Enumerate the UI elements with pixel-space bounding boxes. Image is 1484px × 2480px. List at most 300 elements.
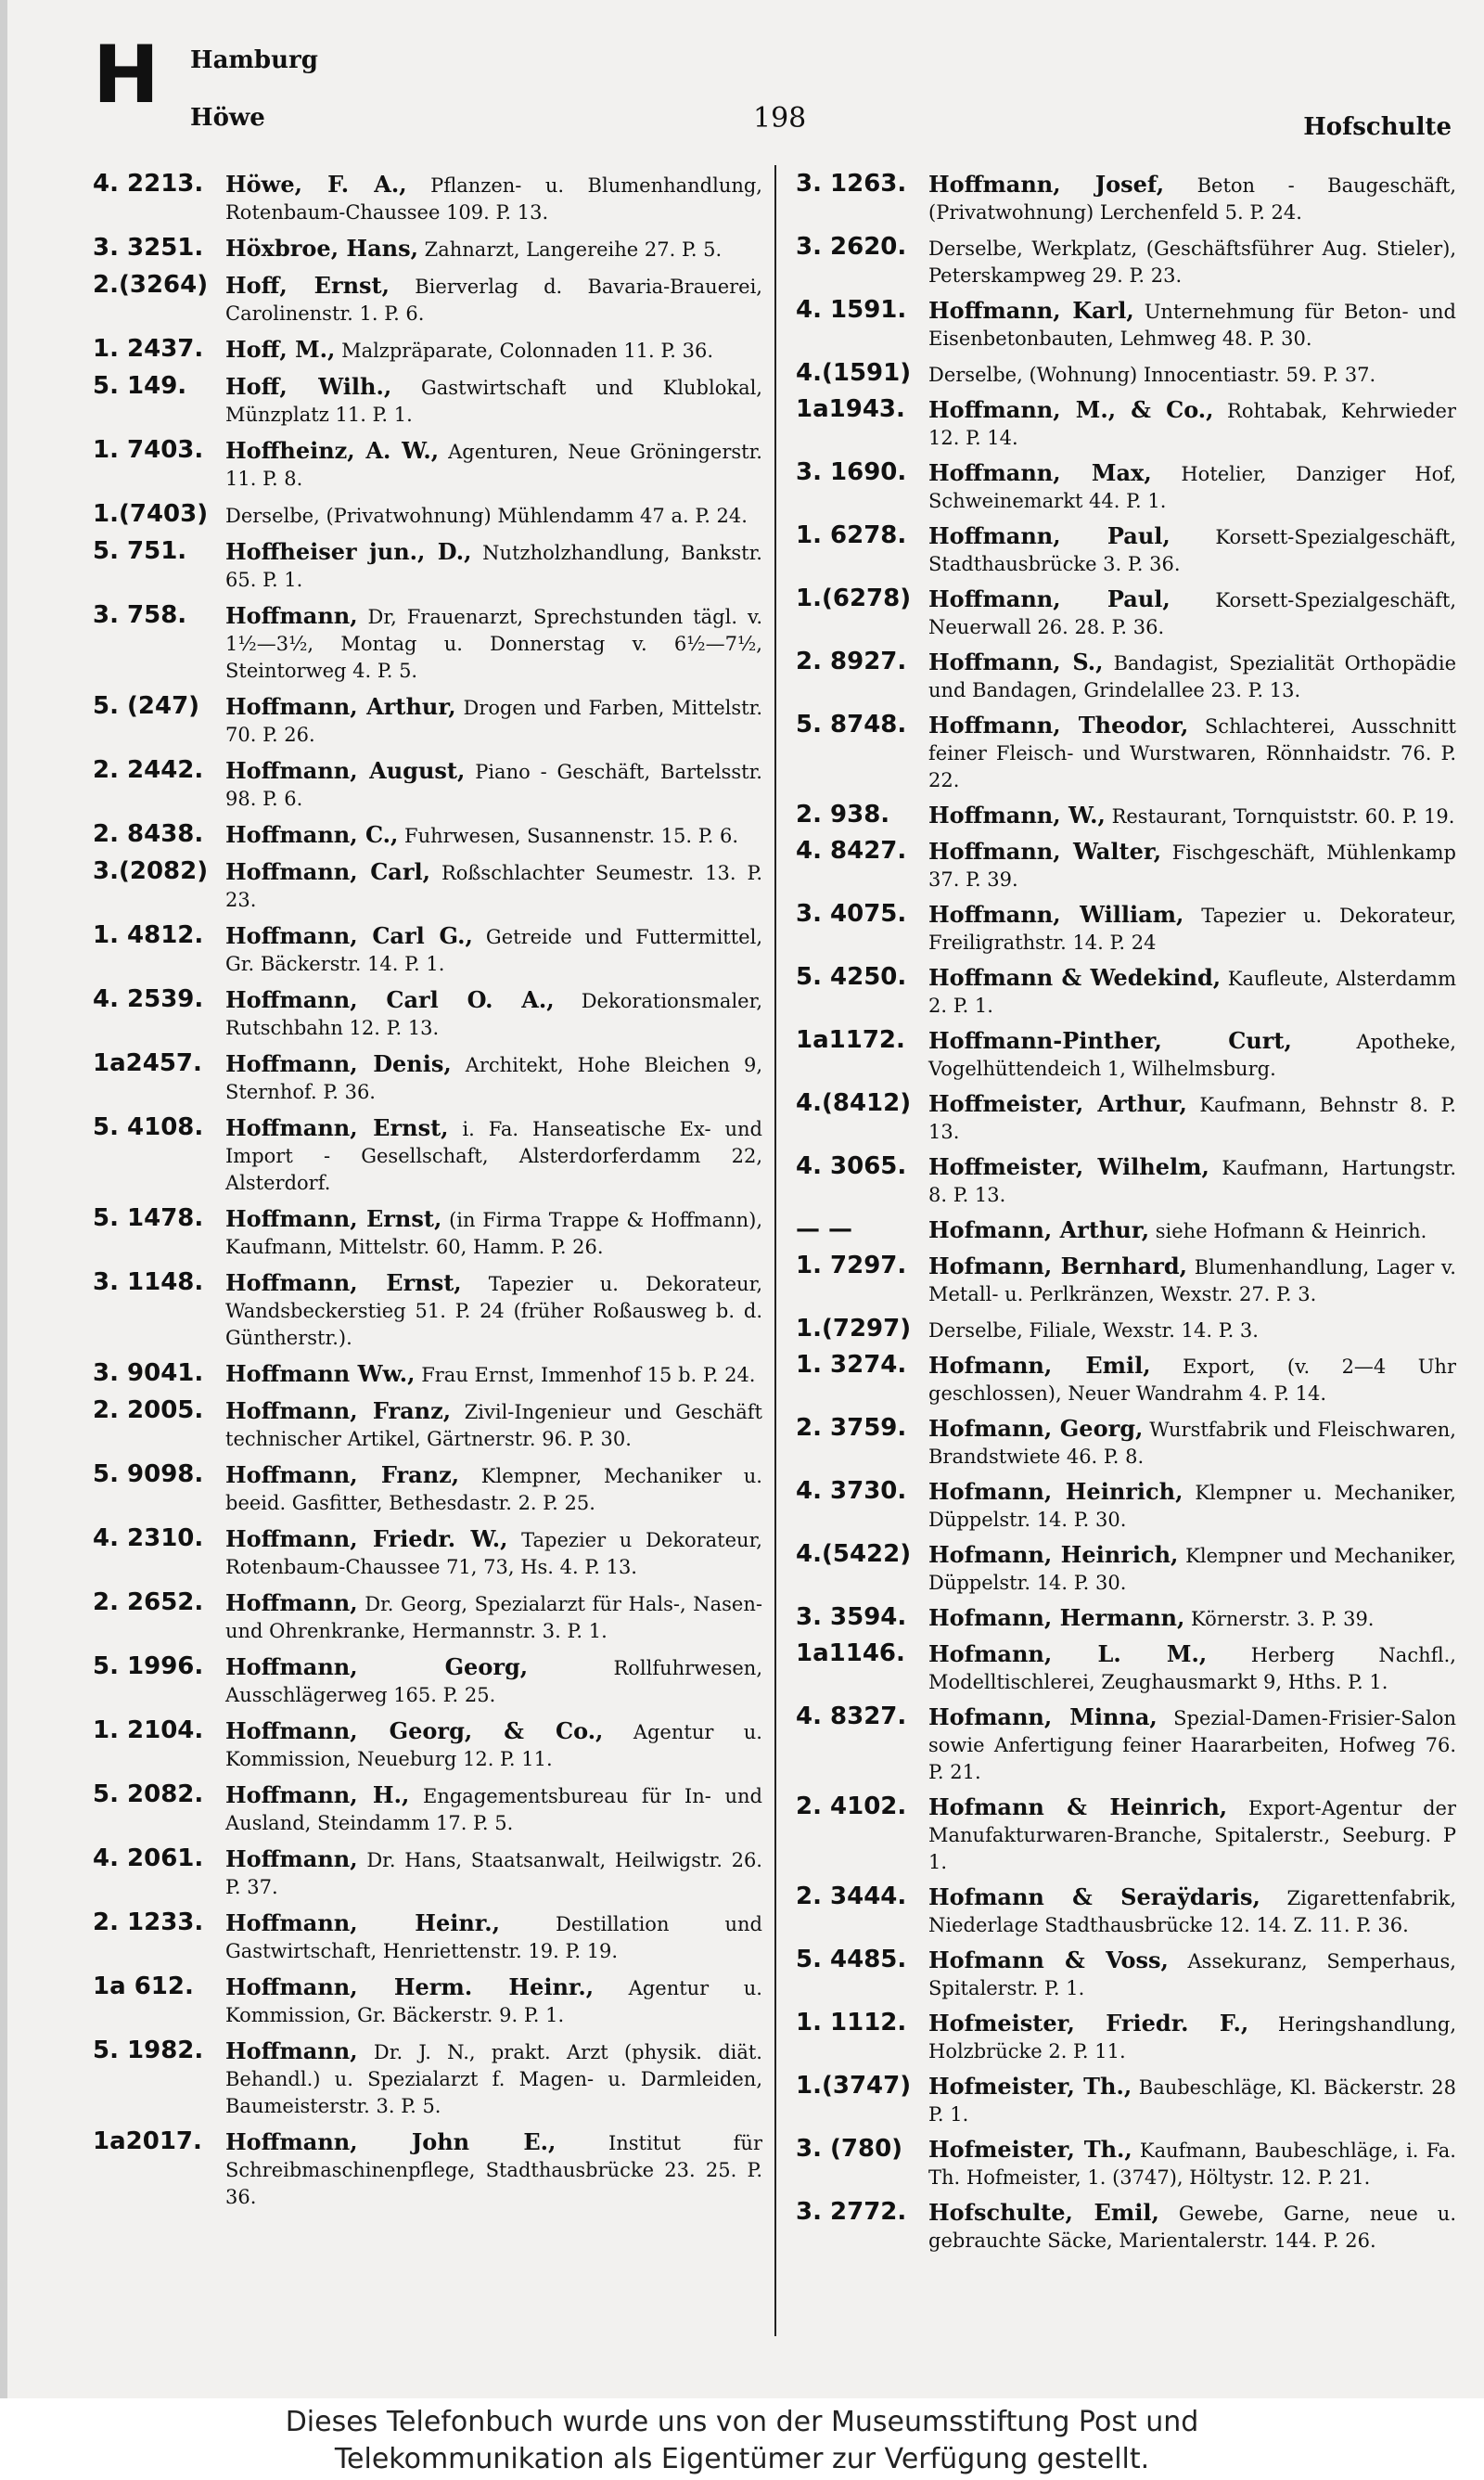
directory-entry bbox=[796, 802, 1456, 830]
subscriber-details: Fuhrwesen, Susannenstr. 15. P. 6. bbox=[404, 825, 738, 847]
subscriber-name: Hoffmann, August, bbox=[225, 757, 466, 784]
directory-entry bbox=[796, 1604, 1456, 1633]
directory-entry bbox=[796, 1541, 1456, 1597]
entry-text bbox=[923, 1604, 1456, 1633]
subscriber-name: Hoffmann, Denis, bbox=[225, 1050, 452, 1077]
entry-text bbox=[923, 802, 1456, 830]
subscriber-name: Hoffmann, H., bbox=[225, 1781, 410, 1808]
phone-number: 2. 8438. bbox=[93, 820, 204, 848]
phone-number: 5. 9098. bbox=[93, 1460, 204, 1488]
directory-entry bbox=[796, 171, 1456, 226]
directory-entry bbox=[796, 1478, 1456, 1534]
entry-text bbox=[220, 171, 762, 226]
phone-number: 2. 2005. bbox=[93, 1396, 204, 1424]
last-entry-keyword: Hofschulte bbox=[1303, 113, 1452, 141]
directory-entry bbox=[796, 2010, 1456, 2065]
phone-number: 3. 2620. bbox=[796, 233, 907, 261]
directory-entry bbox=[93, 1781, 762, 1837]
phone-number: 4. 8427. bbox=[796, 837, 907, 865]
subscriber-details: Getreide und Futtermittel, Gr. Bäckerstr. 14. P. 1. bbox=[225, 926, 762, 975]
phone-number: 1. 2437. bbox=[93, 335, 204, 363]
phone-number: 5. 1982. bbox=[93, 2037, 204, 2064]
subscriber-name: Hoffmann, Friedr. W., bbox=[225, 1525, 508, 1552]
entry-text bbox=[923, 838, 1456, 893]
subscriber-details: Zigarettenfabrik, Niederlage Stadthausbrücke 12. 14. Z. 11. P. 36. bbox=[928, 1887, 1456, 1936]
subscriber-details: Drogen und Farben, Mittelstr. 70. P. 26. bbox=[225, 697, 762, 746]
directory-entry bbox=[93, 757, 762, 813]
entry-text bbox=[923, 712, 1456, 794]
subscriber-details: Frau Ernst, Immenhof 15 b. P. 24. bbox=[421, 1364, 756, 1386]
subscriber-details: Piano - Geschäft, Bartelsstr. 98. P. 6. bbox=[225, 761, 762, 810]
subscriber-name: Hofmann, Hermann, bbox=[928, 1604, 1185, 1631]
subscriber-name: Hofmann, Heinrich, bbox=[928, 1478, 1183, 1505]
subscriber-name: Hoffmann, Carl G., bbox=[225, 922, 473, 949]
subscriber-details: Derselbe, Werkplatz, (Geschäftsführer Aug. Stieler), Peterskampweg 29. P. 23. bbox=[928, 238, 1456, 287]
subscriber-details: Agentur u. Kommission, Neueburg 12. P. 11. bbox=[225, 1721, 762, 1770]
subscriber-name: Hoffmann, Josef, bbox=[928, 171, 1165, 198]
directory-entry bbox=[796, 522, 1456, 578]
entry-text bbox=[220, 1525, 762, 1581]
subscriber-details: Institut für Schreibmaschinenpflege, Stadthausbrücke 23. 25. P. 36. bbox=[225, 2132, 762, 2208]
section-letter: H bbox=[93, 29, 160, 122]
directory-entry bbox=[93, 235, 762, 263]
entry-text bbox=[923, 234, 1456, 289]
subscriber-details: Derselbe, (Wohnung) Innocentiastr. 59. P. 37. bbox=[928, 364, 1376, 386]
entry-text bbox=[923, 1793, 1456, 1876]
subscriber-details: Dekorationsmaler, Rutschbahn 12. P. 13. bbox=[225, 990, 762, 1039]
subscriber-name: Hofmann, L. M., bbox=[928, 1640, 1208, 1667]
phone-number: 2. 8927. bbox=[796, 648, 907, 675]
entry-text bbox=[923, 2136, 1456, 2191]
subscriber-details: Destillation und Gastwirtschaft, Henriettenstr. 19. P. 19. bbox=[225, 1913, 762, 1962]
directory-entry bbox=[796, 1027, 1456, 1083]
subscriber-name: Hoff, M., bbox=[225, 336, 336, 363]
entry-text bbox=[220, 1973, 762, 2029]
phone-number: 5. 149. bbox=[93, 372, 187, 400]
subscriber-details: Klempner, Mechaniker u. beeid. Gasfitter, Bethesdastr. 2. P. 25. bbox=[225, 1465, 762, 1514]
footer-line-2: Telekommunikation als Eigentümer zur Verfügung gestellt. bbox=[334, 2443, 1150, 2475]
directory-entry bbox=[93, 602, 762, 685]
subscriber-name: Hoff, Wilh., bbox=[225, 373, 392, 400]
directory-entry bbox=[796, 2073, 1456, 2128]
subscriber-details: Fischgeschäft, Mühlenkamp 37. P. 39. bbox=[928, 842, 1456, 891]
entry-text bbox=[220, 1360, 762, 1389]
phone-number: 1a1146. bbox=[796, 1639, 905, 1667]
directory-entry bbox=[796, 459, 1456, 515]
subscriber-name: Hoffmann, Heinr., bbox=[225, 1909, 500, 1936]
subscriber-details: Zahnarzt, Langereihe 27. P. 5. bbox=[424, 238, 723, 261]
phone-number: 4.(1591) bbox=[796, 359, 912, 387]
phone-number: 4. 1591. bbox=[796, 296, 907, 324]
subscriber-name: Hoffmann, bbox=[225, 602, 358, 629]
directory-entry bbox=[93, 858, 762, 914]
subscriber-details: Malzpräparate, Colonnaden 11. P. 36. bbox=[341, 340, 714, 362]
entry-text bbox=[923, 1090, 1456, 1146]
directory-entry bbox=[796, 838, 1456, 893]
column-divider bbox=[774, 165, 776, 2336]
entry-text bbox=[923, 2010, 1456, 2065]
phone-number: 3. 4075. bbox=[796, 900, 907, 928]
directory-entry bbox=[93, 922, 762, 978]
phone-number: — — bbox=[796, 1215, 853, 1243]
entry-text bbox=[220, 1909, 762, 1965]
directory-entry bbox=[796, 297, 1456, 353]
phone-number: 3. 1263. bbox=[796, 170, 907, 198]
subscriber-details: Zivil-Ingenieur und Geschäft technischer Artikel, Gärtnerstr. 96. P. 30. bbox=[225, 1401, 762, 1450]
directory-entry bbox=[796, 1703, 1456, 1786]
subscriber-details: Herberg Nachfl., Modelltischlerei, Zeughausmarkt 9, Hths. P. 1. bbox=[928, 1644, 1456, 1693]
entry-text bbox=[220, 922, 762, 978]
subscriber-name: Hoffmann, M., & Co., bbox=[928, 396, 1214, 423]
entry-text bbox=[220, 986, 762, 1042]
subscriber-details: siehe Hofmann & Heinrich. bbox=[1155, 1220, 1427, 1242]
directory-entry bbox=[93, 1589, 762, 1645]
phone-number: 4. 2213. bbox=[93, 170, 204, 198]
subscriber-name: Hoffmann, bbox=[225, 2037, 358, 2064]
directory-entry bbox=[796, 234, 1456, 289]
entry-text bbox=[220, 2037, 762, 2120]
phone-number: 5. 2082. bbox=[93, 1780, 204, 1808]
subscriber-details: Dr. J. N., prakt. Arzt (physik. diät. Behandl.) u. Spezialarzt f. Magen- u. Darmleiden, Baumeisterstr. 3. P. 5. bbox=[225, 2041, 762, 2117]
entry-text bbox=[220, 757, 762, 813]
subscriber-name: Hofmeister, Th., bbox=[928, 2136, 1132, 2163]
directory-entry bbox=[93, 986, 762, 1042]
subscriber-details: Heringshandlung, Holzbrücke 2. P. 11. bbox=[928, 2013, 1456, 2062]
subscriber-name: Hofmann & Heinrich, bbox=[928, 1793, 1228, 1820]
footer-notice bbox=[0, 2398, 1484, 2480]
subscriber-details: Baubeschläge, Kl. Bäckerstr. 28 P. 1. bbox=[928, 2076, 1456, 2126]
subscriber-name: Hoffmeister, Wilhelm, bbox=[928, 1153, 1209, 1180]
entry-text bbox=[923, 2199, 1456, 2255]
subscriber-name: Hoffmann, Walter, bbox=[928, 838, 1162, 865]
entry-text bbox=[220, 373, 762, 429]
phone-number: 2. 1233. bbox=[93, 1908, 204, 1936]
phone-number: 1. 2104. bbox=[93, 1716, 204, 1744]
page-number: 198 bbox=[753, 102, 807, 135]
directory-entry bbox=[93, 1653, 762, 1709]
phone-number: 2. 4102. bbox=[796, 1793, 907, 1820]
directory-entry bbox=[93, 1360, 762, 1389]
directory-entry bbox=[93, 501, 762, 530]
directory-entry bbox=[93, 1397, 762, 1453]
directory-entry bbox=[93, 1717, 762, 1773]
directory-entry bbox=[93, 437, 762, 493]
directory-entry bbox=[93, 336, 762, 365]
directory-entry bbox=[93, 1525, 762, 1581]
directory-entry bbox=[93, 1114, 762, 1197]
directory-entry bbox=[93, 538, 762, 594]
phone-number: 3.(2082) bbox=[93, 857, 209, 885]
directory-entry bbox=[93, 1909, 762, 1965]
subscriber-details: Blumenhandlung, Lager v. Metall- u. Perlkränzen, Wexstr. 27. P. 3. bbox=[928, 1256, 1456, 1305]
subscriber-details: Kaufleute, Alsterdamm 2. P. 1. bbox=[928, 968, 1456, 1017]
phone-number: 4. 3065. bbox=[796, 1152, 907, 1180]
directory-entry bbox=[93, 1269, 762, 1352]
directory-entry bbox=[93, 1845, 762, 1901]
phone-number: 1.(7297) bbox=[796, 1315, 912, 1343]
subscriber-name: Hofmann, Arthur, bbox=[928, 1216, 1150, 1243]
subscriber-name: Hoffmann, Ernst, bbox=[225, 1114, 449, 1141]
subscriber-details: Schlachterei, Ausschnitt feiner Fleisch- und Wurstwaren, Rönnhaidstr. 76. P. 22. bbox=[928, 715, 1456, 791]
phone-number: 3. 1148. bbox=[93, 1268, 204, 1296]
phone-number: 5. (247) bbox=[93, 692, 200, 720]
entry-text bbox=[220, 538, 762, 594]
right-column bbox=[796, 165, 1456, 2336]
subscriber-name: Hoffmann, Georg, & Co., bbox=[225, 1717, 604, 1744]
phone-number: 4.(5422) bbox=[796, 1540, 912, 1568]
subscriber-details: Spezial-Damen-Frisier-Salon sowie Anfertigung feiner Haararbeiten, Hofweg 76. P. 21. bbox=[928, 1707, 1456, 1783]
entry-text bbox=[923, 1153, 1456, 1209]
directory-entry bbox=[93, 2037, 762, 2120]
subscriber-name: Hoffmann, bbox=[225, 1845, 358, 1872]
subscriber-details: (in Firma Trappe & Hoffmann), Kaufmann, Mittelstr. 60, Hamm. P. 26. bbox=[225, 1209, 762, 1258]
phone-number: 1a1943. bbox=[796, 395, 905, 423]
subscriber-name: Höxbroe, Hans, bbox=[225, 235, 418, 262]
subscriber-name: Hoffmann Ww., bbox=[225, 1360, 416, 1387]
subscriber-details: Dr, Frauenarzt, Sprechstunden tägl. v. 1½—3½, Montag u. Donnerstag v. 6½—7½, Steintorweg 4. P. 5. bbox=[225, 606, 762, 682]
entry-text bbox=[220, 235, 762, 263]
phone-number: 1. 1112. bbox=[796, 2009, 907, 2037]
subscriber-name: Hoffmann, Ernst, bbox=[225, 1269, 462, 1296]
phone-number: 1. 7403. bbox=[93, 436, 204, 464]
subscriber-details: Unternehmung für Beton- und Eisenbetonbauten, Lehmweg 48. P. 30. bbox=[928, 301, 1456, 350]
directory-entry bbox=[796, 1352, 1456, 1407]
entry-text bbox=[220, 693, 762, 749]
entry-text bbox=[923, 1883, 1456, 1939]
directory-entry bbox=[796, 1090, 1456, 1146]
subscriber-name: Hoffmann, Ernst, bbox=[225, 1205, 442, 1232]
entry-text bbox=[923, 522, 1456, 578]
directory-entry bbox=[796, 1316, 1456, 1344]
phone-number: 2. 938. bbox=[796, 801, 890, 829]
subscriber-details: Dr. Hans, Staatsanwalt, Heilwigstr. 26. P. 37. bbox=[225, 1849, 762, 1898]
entry-text bbox=[923, 1216, 1456, 1245]
directory-entry bbox=[796, 712, 1456, 794]
entry-text bbox=[923, 1415, 1456, 1471]
directory-entry bbox=[93, 821, 762, 850]
entry-text bbox=[923, 1541, 1456, 1597]
phone-number: 1. 6278. bbox=[796, 521, 907, 549]
subscriber-details: Dr. Georg, Spezialarzt für Hals-, Nasen- und Ohrenkranke, Hermannstr. 3. P. 1. bbox=[225, 1593, 762, 1642]
directory-entry bbox=[93, 272, 762, 328]
subscriber-details: Derselbe, (Privatwohnung) Mühlendamm 47 a. P. 24. bbox=[225, 505, 748, 527]
entry-text bbox=[220, 858, 762, 914]
subscriber-name: Hoffmann, Karl, bbox=[928, 297, 1134, 324]
directory-entry bbox=[93, 693, 762, 749]
directory-entry bbox=[796, 1947, 1456, 2002]
left-column bbox=[93, 165, 762, 2336]
subscriber-details: Agentur u. Kommission, Gr. Bäckerstr. 9. P. 1. bbox=[225, 1977, 762, 2026]
entry-text bbox=[923, 2073, 1456, 2128]
phone-number: 2. 3759. bbox=[796, 1414, 907, 1442]
subscriber-details: Korsett-Spezialgeschäft, Stadthausbrücke 3. P. 36. bbox=[928, 526, 1456, 575]
subscriber-name: Hoffmann, Carl, bbox=[225, 858, 430, 885]
subscriber-details: Hotelier, Danziger Hof, Schweinemarkt 44. P. 1. bbox=[928, 463, 1456, 512]
entry-text bbox=[923, 1316, 1456, 1344]
phone-number: 5. 4108. bbox=[93, 1113, 204, 1141]
subscriber-details: Tapezier u. Dekorateur, Freiligrathstr. 14. P. 24 bbox=[928, 905, 1456, 954]
entry-text bbox=[923, 360, 1456, 389]
phone-number: 5. 4250. bbox=[796, 963, 907, 991]
subscriber-name: Hoffmann, W., bbox=[928, 802, 1106, 829]
subscriber-details: Tapezier u. Dekorateur, Wandsbeckerstieg 51. P. 24 (früher Roßausweg b. d. Güntherstr.). bbox=[225, 1273, 762, 1349]
subscriber-details: Restaurant, Tornquiststr. 60. P. 19. bbox=[1111, 805, 1455, 828]
subscriber-name: Hoffmann, Theodor, bbox=[928, 712, 1189, 739]
directory-entry bbox=[93, 1461, 762, 1517]
phone-number: 3. 9041. bbox=[93, 1359, 204, 1387]
directory-entry bbox=[796, 1793, 1456, 1876]
subscriber-name: Hoffmann, Paul, bbox=[928, 585, 1171, 612]
directory-entry bbox=[93, 171, 762, 226]
entry-text bbox=[220, 1205, 762, 1261]
subscriber-details: i. Fa. Hanseatische Ex- und Import - Gesellschaft, Alsterdorferdamm 22, Alsterdorf. bbox=[225, 1118, 762, 1194]
directory-entry bbox=[796, 649, 1456, 704]
subscriber-name: Hofschulte, Emil, bbox=[928, 2199, 1159, 2226]
subscriber-name: Hoffmann, Max, bbox=[928, 459, 1152, 486]
entry-text bbox=[220, 1589, 762, 1645]
subscriber-name: Hoffheinz, A. W., bbox=[225, 437, 440, 464]
phone-number: 1. 7297. bbox=[796, 1252, 907, 1279]
subscriber-details: Klempner und Mechaniker, Düppelstr. 14. P. 30. bbox=[928, 1545, 1456, 1594]
entry-text bbox=[220, 1781, 762, 1837]
entry-text bbox=[923, 1947, 1456, 2002]
subscriber-details: Tapezier u Dekorateur, Rotenbaum-Chaussee 71, 73, Hs. 4. P. 13. bbox=[225, 1529, 762, 1578]
subscriber-name: Hoffmann, Arthur, bbox=[225, 693, 456, 720]
phone-number: 3. 2772. bbox=[796, 2198, 907, 2226]
footer-line-1: Dieses Telefonbuch wurde uns von der Museumsstiftung Post und bbox=[285, 2406, 1199, 2438]
subscriber-name: Hoffmeister, Arthur, bbox=[928, 1090, 1187, 1117]
phone-number: 4. 2061. bbox=[93, 1844, 204, 1872]
entry-text bbox=[923, 1478, 1456, 1534]
phone-number: 2. 2652. bbox=[93, 1588, 204, 1616]
entry-text bbox=[923, 1253, 1456, 1308]
entry-text bbox=[220, 1717, 762, 1773]
phone-number: 4.(8412) bbox=[796, 1089, 912, 1117]
directory-entry bbox=[93, 373, 762, 429]
phone-number: 1.(7403) bbox=[93, 500, 209, 528]
entry-text bbox=[923, 1703, 1456, 1786]
subscriber-name: Hofmeister, Friedr. F., bbox=[928, 2010, 1249, 2037]
entry-text bbox=[220, 501, 762, 530]
subscriber-details: Klempner u. Mechaniker, Düppelstr. 14. P. 30. bbox=[928, 1482, 1456, 1531]
entry-text bbox=[220, 2128, 762, 2211]
subscriber-details: Körnerstr. 3. P. 39. bbox=[1191, 1608, 1375, 1630]
phone-number: 3. 758. bbox=[93, 601, 187, 629]
directory-entry bbox=[796, 2136, 1456, 2191]
entry-text bbox=[923, 585, 1456, 641]
phone-number: 1a 612. bbox=[93, 1972, 194, 2000]
phone-number: 1. 3274. bbox=[796, 1351, 907, 1379]
entry-text bbox=[220, 1269, 762, 1352]
subscriber-details: Gewebe, Garne, neue u. gebrauchte Säcke, Marientalerstr. 144. P. 26. bbox=[928, 2203, 1456, 2252]
subscriber-name: Hoff, Ernst, bbox=[225, 272, 390, 299]
directory-entry bbox=[796, 1640, 1456, 1696]
subscriber-name: Hoffmann, Franz, bbox=[225, 1461, 460, 1488]
entry-text bbox=[220, 602, 762, 685]
phone-number: 2. 3444. bbox=[796, 1882, 907, 1910]
directory-entry bbox=[93, 1050, 762, 1106]
directory-entry bbox=[796, 1216, 1456, 1245]
subscriber-details: Bandagist, Spezialität Orthopädie und Bandagen, Grindelallee 23. P. 13. bbox=[928, 652, 1456, 701]
entry-text bbox=[923, 459, 1456, 515]
entry-text bbox=[220, 1114, 762, 1197]
subscriber-name: Hofmann, Emil, bbox=[928, 1352, 1151, 1379]
subscriber-name: Hoffmann, Paul, bbox=[928, 522, 1171, 549]
directory-entry bbox=[796, 1253, 1456, 1308]
phone-number: 1. 4812. bbox=[93, 921, 204, 949]
subscriber-details: Architekt, Hohe Bleichen 9, Sternhof. P. 36. bbox=[225, 1054, 762, 1103]
subscriber-name: Hoffmann, Carl O. A., bbox=[225, 986, 555, 1013]
city-name: Hamburg bbox=[190, 46, 318, 74]
phone-number: 4. 2539. bbox=[93, 985, 204, 1013]
phone-number: 1a2457. bbox=[93, 1049, 202, 1077]
entry-text bbox=[923, 1640, 1456, 1696]
directory-entry bbox=[796, 585, 1456, 641]
directory-entry bbox=[93, 1973, 762, 2029]
entry-text bbox=[923, 1027, 1456, 1083]
phone-number: 1.(3747) bbox=[796, 2072, 912, 2100]
subscriber-details: Korsett-Spezialgeschäft, Neuerwall 26. 28. P. 36. bbox=[928, 589, 1456, 638]
entry-text bbox=[923, 297, 1456, 353]
subscriber-details: Bierverlag d. Bavaria-Brauerei, Carolinenstr. 1. P. 6. bbox=[225, 276, 762, 325]
first-entry-keyword: Höwe bbox=[190, 104, 265, 132]
subscriber-name: Hofmann & Voss, bbox=[928, 1947, 1169, 1973]
entry-text bbox=[220, 1461, 762, 1517]
subscriber-details: Beton - Baugeschäft, (Privatwohnung) Lerchenfeld 5. P. 24. bbox=[928, 174, 1456, 224]
phone-number: 5. 4485. bbox=[796, 1946, 907, 1973]
subscriber-name: Hofmann, Bernhard, bbox=[928, 1253, 1188, 1279]
subscriber-name: Hoffmann & Wedekind, bbox=[928, 964, 1222, 991]
entry-text bbox=[220, 1653, 762, 1709]
subscriber-details: Rollfuhrwesen, Ausschlägerweg 165. P. 25. bbox=[225, 1657, 762, 1706]
directory-entry bbox=[796, 2199, 1456, 2255]
subscriber-details: Derselbe, Filiale, Wexstr. 14. P. 3. bbox=[928, 1319, 1259, 1342]
subscriber-details: Kaufmann, Baubeschläge, i. Fa. Th. Hofmeister, 1. (3747), Höltystr. 12. P. 21. bbox=[928, 2139, 1456, 2189]
subscriber-name: Hoffmann, Franz, bbox=[225, 1397, 452, 1424]
phone-number: 2. 2442. bbox=[93, 756, 204, 784]
entry-text bbox=[220, 821, 762, 850]
directory-entry bbox=[796, 1415, 1456, 1471]
subscriber-name: Hofmann, Minna, bbox=[928, 1703, 1158, 1730]
entry-text bbox=[220, 272, 762, 328]
directory-entry bbox=[796, 396, 1456, 452]
subscriber-details: Engagementsbureau für In- und Ausland, Steindamm 17. P. 5. bbox=[225, 1785, 762, 1834]
directory-entry bbox=[796, 1883, 1456, 1939]
phone-number: 3. 1690. bbox=[796, 458, 907, 486]
entry-text bbox=[220, 1397, 762, 1453]
subscriber-name: Hoffheiser jun., D., bbox=[225, 538, 472, 565]
entry-text bbox=[923, 1352, 1456, 1407]
entry-text bbox=[923, 964, 1456, 1020]
phone-number: 5. 1996. bbox=[93, 1652, 204, 1680]
subscriber-details: Rohtabak, Kehrwieder 12. P. 14. bbox=[928, 400, 1456, 449]
subscriber-details: Export, (v. 2—4 Uhr geschlossen), Neuer Wandrahm 4. P. 14. bbox=[928, 1356, 1456, 1405]
directory-entry bbox=[796, 964, 1456, 1020]
directory-entry bbox=[796, 360, 1456, 389]
phone-number: 3. 3251. bbox=[93, 234, 204, 262]
subscriber-details: Assekuranz, Semperhaus, Spitalerstr. P. 1. bbox=[928, 1950, 1456, 1999]
phone-number: 5. 8748. bbox=[796, 711, 907, 739]
subscriber-details: Kaufmann, Behnstr 8. P. 13. bbox=[928, 1094, 1456, 1143]
phone-number: 4. 2310. bbox=[93, 1524, 204, 1552]
subscriber-details: Wurstfabrik und Fleischwaren, Brandstwiete 46. P. 8. bbox=[928, 1419, 1456, 1468]
phone-number: 3. (780) bbox=[796, 2135, 903, 2163]
subscriber-details: Nutzholzhandlung, Bankstr. 65. P. 1. bbox=[225, 542, 762, 591]
directory-entry bbox=[93, 1205, 762, 1261]
subscriber-name: Hoffmann, Georg, bbox=[225, 1653, 529, 1680]
phone-number: 5. 1478. bbox=[93, 1204, 204, 1232]
entry-text bbox=[923, 396, 1456, 452]
